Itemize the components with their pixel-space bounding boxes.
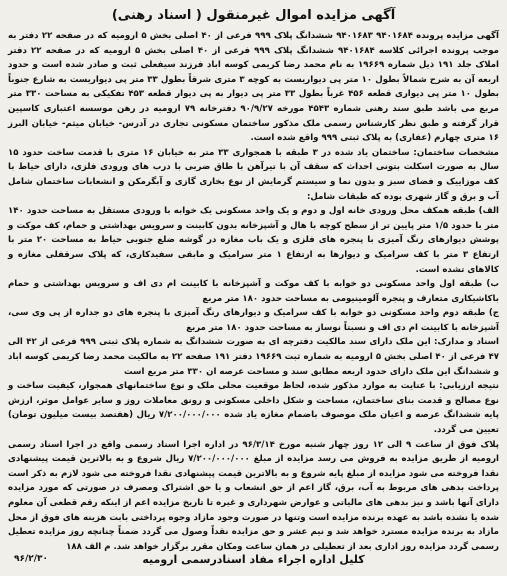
paragraph-ground-floor: الف) طبقه همکف محل ورودی خانه اول و دوم و یک واحد مسکونی یک خوابه با ورودی مستقل به مساحت حدود ۱۴۰ متر با حدود ۱/۵ متر پایین تر از سطح کوچه با هال و آشپزخانه بدون کابینت و سرویس بهداشتی و حمام، کف موکت و پوشش دیوارهای رنگ آمیزی با پنجره های فلزی و یک باب مغازه در گوشه ضلع جنوبی حیاط به مساحت ۲۰ متر با ارتفاع ۳ متر با کف سرامیک و دیوارها به ارتفاع ۱ متر سرامیک و مابقی سفیدکاری، که پلاک سرقفلی مغازه و کالاهای تشده است. xyxy=(8,206,499,275)
paragraph-documents: اسناد و مدارک: این ملک دارای سند مالکیت دفترچه ای به صورت ششدانگ به شماره پلاک ثبتی ۹۹۹ فرعی از ۴۲ الی ۴۷ فرعی از ۴۰ اصلی بخش ۵ ارومیه به شماره ثبت ۱۹۶۶۹ دفتر ۱۹۱ صفحه ۲۲ به مالکیت محمد رضا کریمی کوسه اباد و ششدانگ این ملک دارای حدود اربعه مطابق سند و مساحت عرصه ان ۳۳۰ متر مربع است xyxy=(8,337,499,377)
notice-title: آگهی مزایده اموال غیرمنقول ( اسناد رهنی) xyxy=(111,8,396,23)
paragraph-auction-terms: پلاک فوق از ساعت ۹ الی ۱۲ روز چهار شنبه مورخ ۹۶/۳/۱۴ در اداره اجرا اسناد رسمی واقع در اجرا اسناد رسمی ارومیه از طریق مزایده به فروش می رسد مزایده از مبلغ ۷/۲۰۰/۰۰۰/۰۰۰ ریال شروع و به بالاترین قیمت پیشنهادی نقدا فروخته می شود مزایده از مبلغ پایه شروع و به بالاترین قیمت پیشنهادی نقدا فروخته می شود لازم به ذکر است پرداخت بدهی های مربوط به آب، برق، گاز اعم از حق انشعاب و یا حق اشتراک ومصرف در صورتی که مورد مزایده دارای آنها باشد و نیز بدهی های مالیاتی و عوارض شهرداری و غیره تا تاریخ مزایده اعم از اینکه رقم قطعی آن معلوم شده یا نشده باشد به عهده برنده مزایده است وتنها در صورت وجود مازاد وجوه پرداختی بابت هزینه های فوق از محل مازاد به برنده مزایده مسترد خواهد شد و نیم عشر و حق مزایده نقداً وصول می گردد ضمناً چنانچه روز مزایده تعطیل رسمی گردد مزایده روز اداری بعد از تعطیلی در همان ساعت ومکان مقرر برگزار خواهد شد. م الف ۱۸۸ xyxy=(8,439,499,552)
notice-body xyxy=(8,29,499,554)
paragraph-second-floor: ج) طبقه دوم واحد مسکونی دو خوابه با کف سرامیک و دیوارهای رنگ آمیزی با پنجره های دو جداره از پی وی سی، آشپزخانه با کابینت ام دی اف و نسبتاً نوساز به مساحت حدود ۱۸۰ متر مربع xyxy=(8,308,499,333)
paragraph-intro: آگهی مزایده پرونده ۹۴۰۱۶۸۴ ۹۴۰۱۶۸۳ ششدانگ پلاک ۹۹۹ فرعی از ۴۰ اصلی بخش ۵ ارومیه که در صفحه ۲۲ دفتر به موجب پرونده اجرائی کلاسه ۹۴۰۱۶۸۴ ششدانگ پلاک ۹۹۹ فرعی از ۴۰ اصلی بخش ۵ ارومیه که در صفحه ۲۲ دفتر املاک جلد ۱۹۱ ذیل شماره ۱۹۶۶۹ به نام محمد رضا کریمی کوسه اباد فرزند سیفعلی ثبت و صادر شده است و حدود اربعه آن به شرح شمالاً بطول ۱۰ متر پی دیواریست به کوچه ۳ متری شرقاً بطول ۳۳ متر پی دیواریست به شارع جنوباً بطول ۱۰ متر پی دیواری قطعه ۴۵۶ غرباً بطول ۳۳ متر پی دیوار به پی دیوار قطعه ۴۵۳ تفکیکی به مساحت ۳۳۰ متر مربع می باشد طبق سند رهنی شماره ۴۵۴۳ مورخه ۹۰/۹/۲۷ دفترخانه ۷۹ ارومیه در رهن موسسه اعتباری کاسپین قرار گرفته و طبق نظر کارشناس رسمی ملک مذکور ساختمان مسکونی تجاری در آدرس- خیابان میثم- خیابان البرز ۱۶ متری چهارم (عفاری) به پلاک ثبتی ۹۹۹ واقع شده است. xyxy=(8,31,500,144)
notice-date: ۹۶/۲/۳۰ xyxy=(14,554,49,564)
paragraph-first-floor: ب) طبقه اول واحد مسکونی دو خوابه با کف موکت و آشپزخانه با کابینت ام دی اف و سرویس بهداشتی و حمام باکاشیکاری متعارف و پنجره آلومینیومی به مساحت حدود ۱۸۰ متر مربع xyxy=(8,279,499,304)
paragraph-building-specs: مشخصات ساختمان: ساختمان یاد شده در ۳ طبقه با همجواری ۳۳ متر به خیابان ۱۶ متری با قدمت ساخت حدود ۱۵ سال به صورت اسکلت بتونی احداث که سقف آن با تیرآهن با طاق ضربی با درب های ورودی فلزی، دارای حیاط با کف موزاییک و فضای سبز و بدون نما و سیستم گرمایش از نوع بخاری گازی و آبگرمکن و انشعابات ساختمان شامل آب و برق و گاز شهری بوده که طبقات شامل: xyxy=(8,147,500,202)
signature: کلیل اداره اجراء مفاد اسنادرسمی ارومیه xyxy=(142,553,365,566)
paragraph-valuation: نتیجه ارزیابی: با عنایت به موارد مذکور شده، لحاظ موقعیت محلی ملک و نوع ساختمانهای همجوار، کیفیت ساخت و نوع مصالح و قدمت بنای ساختمان، مساحت و شکل داخلی مسکونی و رونق معاملات روز و سایر عوامل موثر، ارزش پایه ششدانگ عرصه و اعیان ملک موصوف باضمام مغازه یاد شده ۷/۲۰۰/۰۰۰/۰۰۰ ریال (هفتصد بیست میلیون تومان) تعیین می گردد. xyxy=(8,381,499,436)
